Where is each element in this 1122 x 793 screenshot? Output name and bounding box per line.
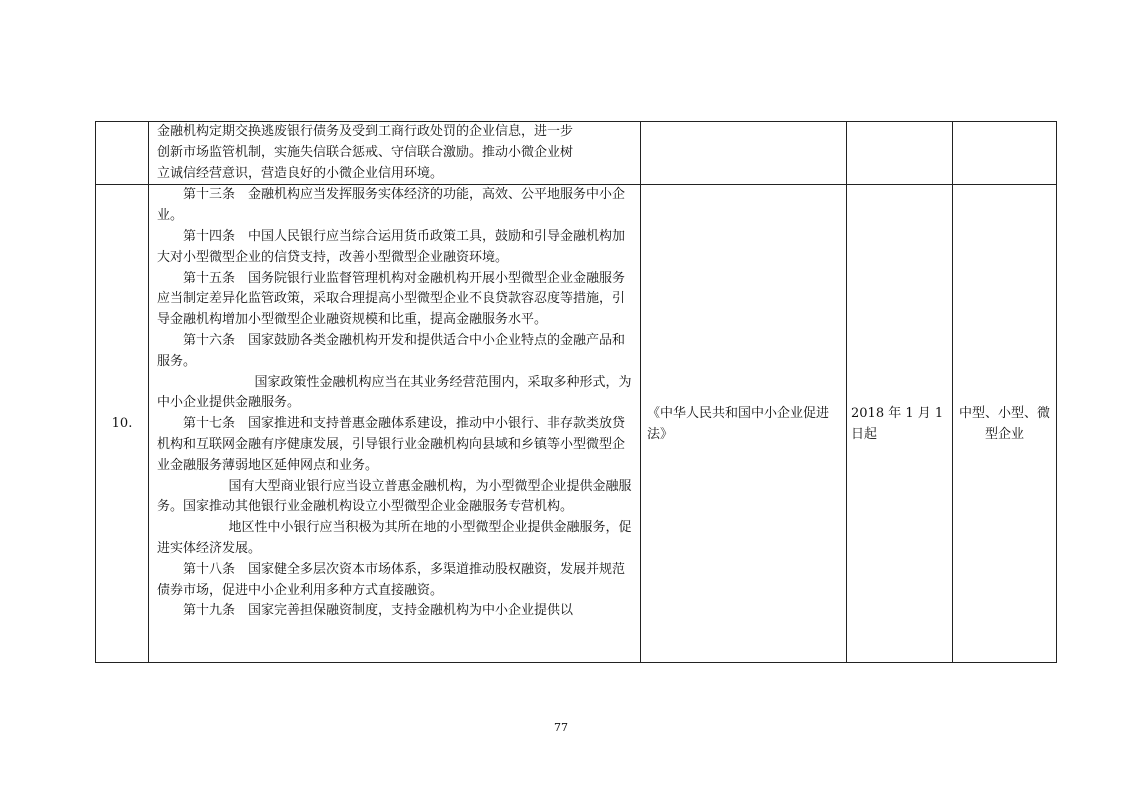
article-paragraph: 第十六条 国家鼓励各类金融机构开发和提供适合中小企业特点的金融产品和服务。 bbox=[157, 332, 626, 369]
row-number-cell bbox=[96, 122, 149, 185]
scope-cell: 中型、小型、微型企业 bbox=[953, 185, 1057, 663]
article-paragraph: 第十四条 中国人民银行应当综合运用货币政策工具，鼓励和引导金融机构加大对小型微型企业的信贷支持，改善小型微型企业融资环境。 bbox=[157, 228, 626, 265]
row-number-cell: 10. bbox=[96, 185, 149, 663]
regulation-table bbox=[95, 121, 1057, 663]
content-cell bbox=[149, 185, 641, 663]
law-cell: 《中华人民共和国中小企业促进法》 bbox=[641, 185, 847, 663]
article-paragraph: 第十八条 国家健全多层次资本市场体系，多渠道推动股权融资，发展并规范债券市场，促进中小企业利用多种方式直接融资。 bbox=[157, 561, 626, 598]
content-line: 立诚信经营意识，营造良好的小微企业信用环境。 bbox=[157, 165, 444, 181]
article-paragraph: 地区性中小银行应当积极为其所在地的小型微型企业提供金融服务，促进实体经济发展。 bbox=[157, 520, 632, 556]
content-line: 创新市场监管机制，实施失信联合惩戒、守信联合激励。推动小微企业树 bbox=[157, 144, 574, 160]
law-cell bbox=[641, 122, 847, 185]
article-paragraph: 国家政策性金融机构应当在其业务经营范围内，采取多种形式，为中小企业提供金融服务。 bbox=[157, 374, 632, 411]
table-row bbox=[96, 122, 1057, 185]
article-paragraph: 第十七条 国家推进和支持普惠金融体系建设，推动中小银行、非存款类放贷机构和互联网金融有序健康发展，引导银行业金融机构向县域和乡镇等小型微型企业金融服务薄弱地区延伸网点和业务。 bbox=[157, 416, 626, 473]
article-paragraph: 第十五条 国务院银行业监督管理机构对金融机构开展小型微型企业金融服务应当制定差异化监管政策，采取合理提高小型微型企业不良贷款容忍度等措施，引导金融机构增加小型微型企业融资规模和比重，提高金融服务水平。 bbox=[157, 270, 626, 328]
date-cell: 2018 年 1 月 1 日起 bbox=[847, 185, 953, 663]
scope-cell bbox=[953, 122, 1057, 185]
table-row bbox=[96, 185, 1057, 663]
content-cell bbox=[149, 122, 641, 185]
article-paragraph: 第十九条 国家完善担保融资制度，支持金融机构为中小企业提供以 bbox=[183, 603, 574, 619]
article-paragraph: 国有大型商业银行应当设立普惠金融机构，为小型微型企业提供金融服务。国家推动其他银行业金融机构设立小型微型企业金融服务专营机构。 bbox=[157, 478, 632, 515]
date-cell bbox=[847, 122, 953, 185]
page-number: 77 bbox=[554, 721, 568, 734]
content-line: 金融机构定期交换逃废银行债务及受到工商行政处罚的企业信息，进一步 bbox=[157, 124, 574, 139]
article-paragraph: 第十三条 金融机构应当发挥服务实体经济的功能，高效、公平地服务中小企业。 bbox=[157, 187, 626, 224]
